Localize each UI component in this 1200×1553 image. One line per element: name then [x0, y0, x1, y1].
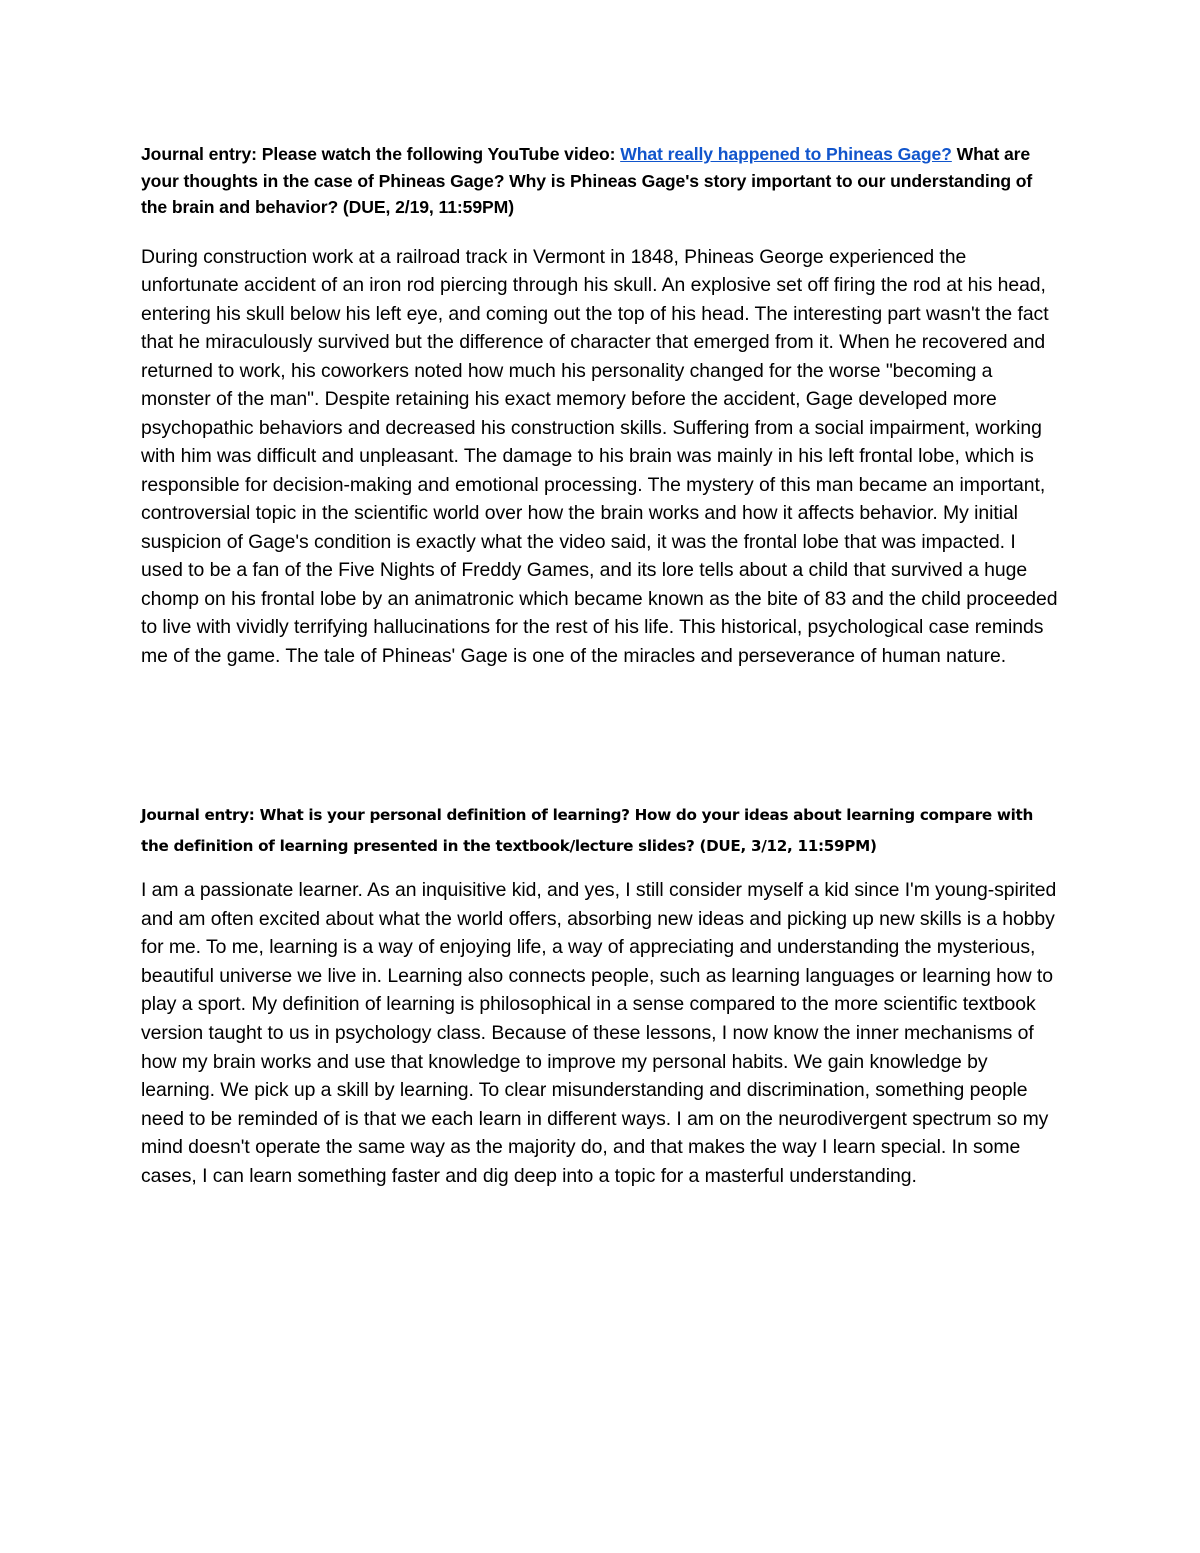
journal-response: During construction work at a railroad track in Vermont in 1848, Phineas George experienced the unfortunate accident of an iron rod piercing through his skull. An explosive set off firing the rod at his head, entering his skull below his left eye, and coming out the top of his head. The interesting part wasn't the fact that he miraculously survived but the difference of character that emerged from it. When he recovered and returned to work, his coworkers noted how much his personality changed for the worse "becoming a monster of the man". Despite retaining his exact memory before the accident, Gage developed more psychopathic behaviors and decreased his construction skills. Suffering from a social impairment, working with him was difficult and unpleasant. The damage to his brain was mainly in his left frontal lobe, which is responsible for decision-making and emotional processing. The mystery of this man became an important, controversial topic in the scientific world over how the brain works and how it affects behavior. My initial suspicion of Gage's condition is exactly what the video said, it was the frontal lobe that was impacted. I used to be a fan of the Five Nights of Freddy Games, and its lore tells about a child that survived a huge chomp on his frontal lobe by an animatronic which became known as the bite of 83 and the child proceeded to live with vividly terrifying hallucinations for the rest of his life. This historical, psychological case reminds me of the game. The tale of Phineas' Gage is one of the miracles and perseverance of human nature. — [141, 245, 1058, 667]
journal-prompt — [141, 141, 1061, 221]
journal-prompt: Journal entry: What is your personal definition of learning? How do your ideas about learning compare with the definition of learning presented in the textbook/lecture slides? (DUE, 3/12, 11:59PM) — [141, 806, 1033, 855]
journal-entry-phineas-gage — [141, 141, 1061, 670]
prompt-text-before-link: Journal entry: Please watch the following YouTube video: — [141, 144, 621, 164]
prompt-text-after-link: What are your thoughts in the case of Phineas Gage? Why is Phineas Gage's story important to our understanding of the brain and behavior? (DUE, 2/19, 11:59PM) — [141, 144, 1033, 217]
journal-entry-learning — [141, 800, 1061, 1191]
youtube-video-link[interactable]: What really happened to Phineas Gage? — [620, 144, 952, 164]
journal-response: I am a passionate learner. As an inquisitive kid, and yes, I still consider myself a kid since I'm young-spirited and am often excited about what the world offers, absorbing new ideas and picking up new skills is a hobby for me. To me, learning is a way of enjoying life, a way of appreciating and understanding the mysterious, beautiful universe we live in. Learning also connects people, such as learning languages or learning how to play a sport. My definition of learning is philosophical in a sense compared to the more scientific textbook version taught to us in psychology class. Because of these lessons, I now know the inner mechanisms of how my brain works and use that knowledge to improve my personal habits. We gain knowledge by learning. We pick up a skill by learning. To clear misunderstanding and discrimination, something people need to be reminded of is that we each learn in different ways. I am on the neurodivergent spectrum so my mind doesn't operate the same way as the majority do, and that makes the way I learn special. In some cases, I can learn something faster and dig deep into a topic for a masterful understanding. — [141, 879, 1057, 1187]
